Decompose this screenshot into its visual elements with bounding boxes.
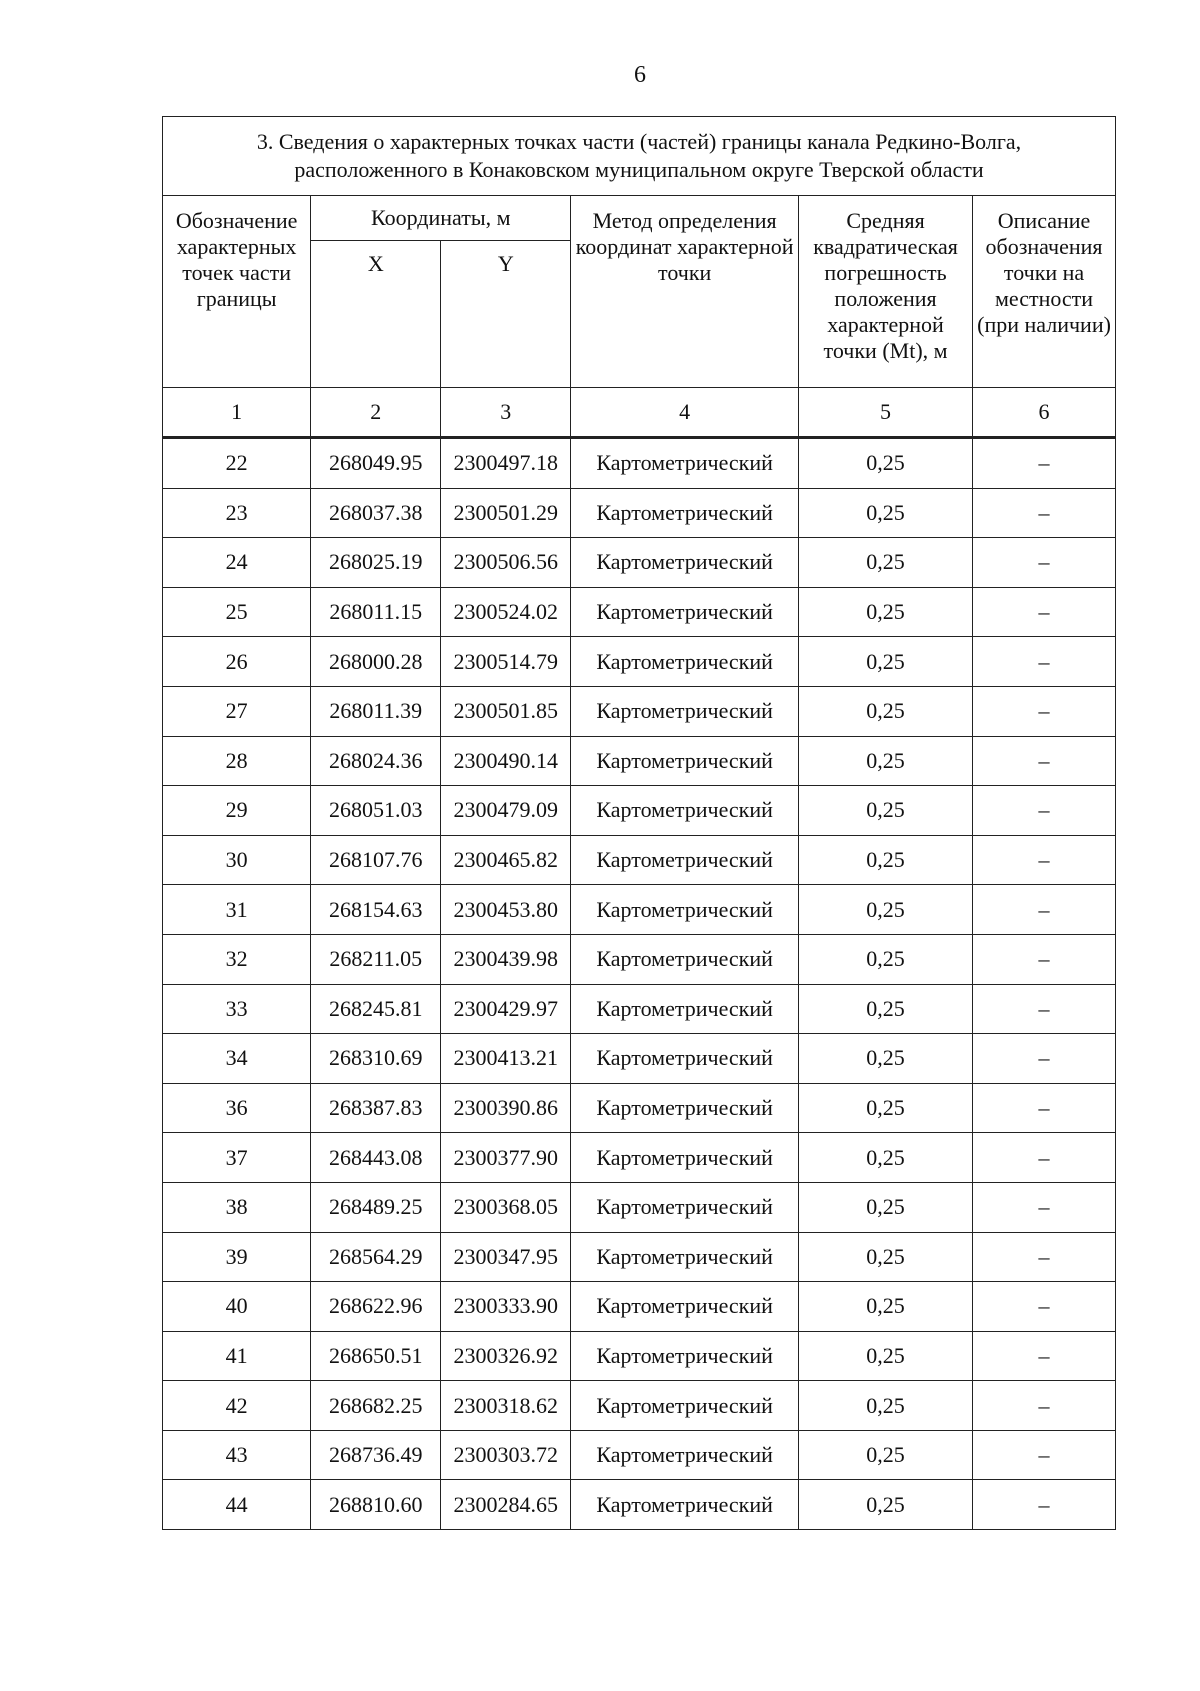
cell-point: 42 <box>163 1381 311 1431</box>
cell-description: – <box>973 1182 1116 1232</box>
column-number: 6 <box>973 388 1116 438</box>
table-row <box>163 438 1116 489</box>
table-row <box>163 984 1116 1034</box>
cell-method: Картометрический <box>571 488 799 538</box>
table-row <box>163 1381 1116 1431</box>
table-row <box>163 538 1116 588</box>
cell-x: 268011.39 <box>311 686 441 736</box>
header-row <box>163 196 1116 241</box>
cell-y: 2300501.29 <box>441 488 571 538</box>
cell-error: 0,25 <box>799 786 973 836</box>
cell-y: 2300303.72 <box>441 1430 571 1480</box>
cell-point: 23 <box>163 488 311 538</box>
cell-description: – <box>973 686 1116 736</box>
header-coordinates: Координаты, м <box>311 196 571 241</box>
cell-description: – <box>973 1083 1116 1133</box>
cell-error: 0,25 <box>799 885 973 935</box>
header-point: Обозначение характерных точек части границы <box>163 196 311 388</box>
cell-point: 29 <box>163 786 311 836</box>
cell-x: 268011.15 <box>311 587 441 637</box>
cell-description: – <box>973 1282 1116 1332</box>
header-description: Описание обозначения точки на местности (при наличии) <box>973 196 1116 388</box>
cell-error: 0,25 <box>799 984 973 1034</box>
cell-method: Картометрический <box>571 686 799 736</box>
cell-description: – <box>973 1034 1116 1084</box>
cell-description: – <box>973 1133 1116 1183</box>
cell-method: Картометрический <box>571 736 799 786</box>
cell-method: Картометрический <box>571 1133 799 1183</box>
cell-point: 31 <box>163 885 311 935</box>
cell-method: Картометрический <box>571 1034 799 1084</box>
table-row <box>163 637 1116 687</box>
cell-point: 44 <box>163 1480 311 1530</box>
cell-error: 0,25 <box>799 686 973 736</box>
cell-method: Картометрический <box>571 885 799 935</box>
cell-error: 0,25 <box>799 1480 973 1530</box>
cell-x: 268622.96 <box>311 1282 441 1332</box>
table-row <box>163 736 1116 786</box>
cell-y: 2300479.09 <box>441 786 571 836</box>
cell-description: – <box>973 885 1116 935</box>
table-row <box>163 686 1116 736</box>
column-number: 5 <box>799 388 973 438</box>
cell-y: 2300524.02 <box>441 587 571 637</box>
table-row <box>163 885 1116 935</box>
cell-error: 0,25 <box>799 1331 973 1381</box>
table-row <box>163 1133 1116 1183</box>
table-title-line-2: расположенного в Конаковском муниципальном округе Тверской области <box>294 157 984 182</box>
cell-error: 0,25 <box>799 835 973 885</box>
cell-description: – <box>973 637 1116 687</box>
cell-point: 34 <box>163 1034 311 1084</box>
cell-description: – <box>973 488 1116 538</box>
cell-y: 2300497.18 <box>441 438 571 489</box>
cell-method: Картометрический <box>571 587 799 637</box>
cell-x: 268245.81 <box>311 984 441 1034</box>
cell-description: – <box>973 934 1116 984</box>
cell-x: 268000.28 <box>311 637 441 687</box>
cell-point: 38 <box>163 1182 311 1232</box>
cell-point: 25 <box>163 587 311 637</box>
cell-x: 268037.38 <box>311 488 441 538</box>
cell-description: – <box>973 736 1116 786</box>
cell-y: 2300439.98 <box>441 934 571 984</box>
cell-description: – <box>973 587 1116 637</box>
cell-y: 2300429.97 <box>441 984 571 1034</box>
table-row <box>163 587 1116 637</box>
cell-method: Картометрический <box>571 1381 799 1431</box>
cell-description: – <box>973 1480 1116 1530</box>
cell-y: 2300465.82 <box>441 835 571 885</box>
table-row <box>163 1331 1116 1381</box>
cell-method: Картометрический <box>571 1282 799 1332</box>
cell-error: 0,25 <box>799 438 973 489</box>
cell-point: 27 <box>163 686 311 736</box>
cell-error: 0,25 <box>799 1133 973 1183</box>
page-number: 6 <box>634 62 646 88</box>
cell-x: 268024.36 <box>311 736 441 786</box>
cell-y: 2300501.85 <box>441 686 571 736</box>
cell-method: Картометрический <box>571 835 799 885</box>
table-title-row <box>163 117 1116 196</box>
cell-error: 0,25 <box>799 1381 973 1431</box>
cell-x: 268682.25 <box>311 1381 441 1431</box>
cell-error: 0,25 <box>799 1182 973 1232</box>
cell-point: 43 <box>163 1430 311 1480</box>
cell-y: 2300368.05 <box>441 1182 571 1232</box>
cell-error: 0,25 <box>799 488 973 538</box>
table-row <box>163 1083 1116 1133</box>
cell-x: 268443.08 <box>311 1133 441 1183</box>
table-title <box>163 117 1116 196</box>
cell-method: Картометрический <box>571 786 799 836</box>
cell-method: Картометрический <box>571 1182 799 1232</box>
cell-error: 0,25 <box>799 1083 973 1133</box>
cell-y: 2300453.80 <box>441 885 571 935</box>
cell-x: 268107.76 <box>311 835 441 885</box>
table-row <box>163 1430 1116 1480</box>
cell-y: 2300284.65 <box>441 1480 571 1530</box>
cell-method: Картометрический <box>571 934 799 984</box>
column-number: 3 <box>441 388 571 438</box>
cell-x: 268310.69 <box>311 1034 441 1084</box>
cell-y: 2300413.21 <box>441 1034 571 1084</box>
cell-method: Картометрический <box>571 538 799 588</box>
table-row <box>163 488 1116 538</box>
cell-point: 41 <box>163 1331 311 1381</box>
cell-error: 0,25 <box>799 538 973 588</box>
cell-point: 22 <box>163 438 311 489</box>
table-row <box>163 934 1116 984</box>
cell-error: 0,25 <box>799 736 973 786</box>
table-row <box>163 835 1116 885</box>
cell-method: Картометрический <box>571 1331 799 1381</box>
cell-y: 2300514.79 <box>441 637 571 687</box>
cell-y: 2300326.92 <box>441 1331 571 1381</box>
cell-description: – <box>973 1331 1116 1381</box>
cell-y: 2300377.90 <box>441 1133 571 1183</box>
table-row <box>163 1480 1116 1530</box>
cell-y: 2300347.95 <box>441 1232 571 1282</box>
cell-point: 33 <box>163 984 311 1034</box>
cell-y: 2300390.86 <box>441 1083 571 1133</box>
cell-point: 32 <box>163 934 311 984</box>
header-method: Метод определения координат характерной точки <box>571 196 799 388</box>
cell-description: – <box>973 1430 1116 1480</box>
table-row <box>163 1034 1116 1084</box>
cell-method: Картометрический <box>571 1083 799 1133</box>
column-number: 2 <box>311 388 441 438</box>
table-row <box>163 1232 1116 1282</box>
cell-error: 0,25 <box>799 1430 973 1480</box>
table-title-line-1: 3. Сведения о характерных точках части (частей) границы канала Редкино-Волга, <box>256 129 1022 154</box>
cell-y: 2300318.62 <box>441 1381 571 1431</box>
cell-x: 268025.19 <box>311 538 441 588</box>
cell-point: 36 <box>163 1083 311 1133</box>
column-number: 4 <box>571 388 799 438</box>
cell-x: 268650.51 <box>311 1331 441 1381</box>
cell-description: – <box>973 1381 1116 1431</box>
cell-x: 268564.29 <box>311 1232 441 1282</box>
header-y: Y <box>441 241 571 388</box>
cell-method: Картометрический <box>571 1430 799 1480</box>
cell-method: Картометрический <box>571 1232 799 1282</box>
cell-x: 268154.63 <box>311 885 441 935</box>
column-numbers-row <box>163 388 1116 438</box>
cell-error: 0,25 <box>799 637 973 687</box>
cell-error: 0,25 <box>799 1034 973 1084</box>
boundary-points-table <box>162 116 1116 1530</box>
cell-point: 28 <box>163 736 311 786</box>
cell-x: 268051.03 <box>311 786 441 836</box>
cell-point: 37 <box>163 1133 311 1183</box>
cell-description: – <box>973 438 1116 489</box>
table-row <box>163 786 1116 836</box>
cell-method: Картометрический <box>571 1480 799 1530</box>
cell-x: 268211.05 <box>311 934 441 984</box>
cell-description: – <box>973 984 1116 1034</box>
cell-method: Картометрический <box>571 637 799 687</box>
cell-description: – <box>973 835 1116 885</box>
cell-x: 268810.60 <box>311 1480 441 1530</box>
cell-point: 40 <box>163 1282 311 1332</box>
cell-x: 268049.95 <box>311 438 441 489</box>
cell-description: – <box>973 786 1116 836</box>
cell-error: 0,25 <box>799 934 973 984</box>
table-row <box>163 1182 1116 1232</box>
cell-method: Картометрический <box>571 984 799 1034</box>
cell-error: 0,25 <box>799 1232 973 1282</box>
cell-error: 0,25 <box>799 587 973 637</box>
cell-y: 2300333.90 <box>441 1282 571 1332</box>
cell-point: 30 <box>163 835 311 885</box>
cell-y: 2300490.14 <box>441 736 571 786</box>
cell-x: 268736.49 <box>311 1430 441 1480</box>
table-row <box>163 1282 1116 1332</box>
cell-method: Картометрический <box>571 438 799 489</box>
header-x: X <box>311 241 441 388</box>
cell-point: 24 <box>163 538 311 588</box>
cell-description: – <box>973 538 1116 588</box>
column-number: 1 <box>163 388 311 438</box>
cell-x: 268387.83 <box>311 1083 441 1133</box>
cell-point: 39 <box>163 1232 311 1282</box>
cell-point: 26 <box>163 637 311 687</box>
cell-description: – <box>973 1232 1116 1282</box>
cell-error: 0,25 <box>799 1282 973 1332</box>
cell-y: 2300506.56 <box>441 538 571 588</box>
cell-x: 268489.25 <box>311 1182 441 1232</box>
header-error: Средняя квадратическая погрешность положения характерной точки (Mt), м <box>799 196 973 388</box>
table-body <box>163 438 1116 1530</box>
